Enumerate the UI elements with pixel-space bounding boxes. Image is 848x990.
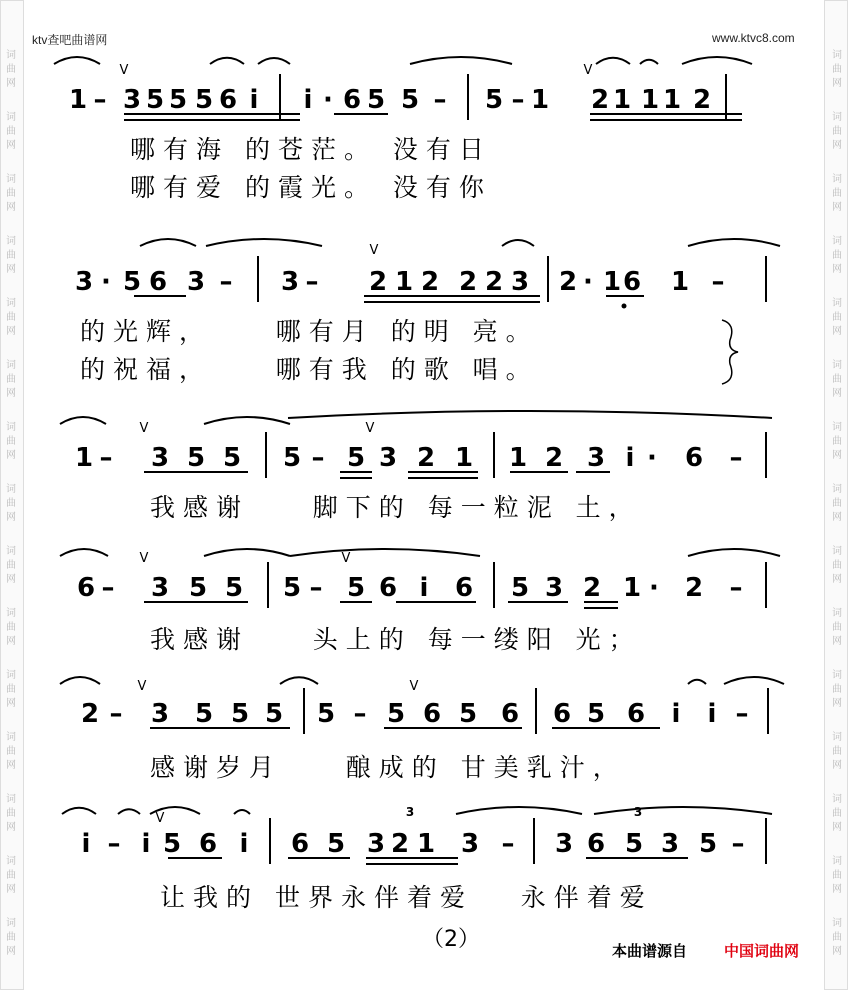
note: 1 (416, 829, 436, 859)
source-label: 本曲谱源自 (612, 942, 688, 960)
dash-note: – (99, 443, 113, 473)
watermark-char: 曲 (6, 932, 16, 943)
slur-arc (688, 239, 780, 246)
dash-note: – (101, 573, 115, 603)
note: 5 (458, 699, 478, 729)
note: 6 (454, 573, 474, 603)
slur-arc (62, 808, 96, 814)
slur-arc (210, 58, 244, 64)
lyric-line-2b: 的祝福， 哪有我 的歌 唱。 (80, 355, 539, 384)
note: 5 (484, 85, 504, 115)
watermark-char: 网 (832, 78, 842, 89)
note: 5 (145, 85, 165, 115)
slur-arc (456, 807, 582, 814)
slur-arc (204, 549, 290, 556)
breath-mark: V (155, 811, 165, 826)
triplet-mark: 3 (405, 805, 415, 819)
dash-note: – (311, 443, 325, 473)
note: 1 (640, 85, 660, 115)
slur-arc (258, 58, 290, 64)
note: 1 (670, 267, 690, 297)
note: 2 (590, 85, 610, 115)
watermark-char: 网 (832, 450, 842, 461)
lyric-line-1a: 哪有海 的苍茫。 没有日 (130, 135, 492, 164)
watermark-char: 网 (6, 140, 16, 151)
note: 5 (162, 829, 182, 859)
breath-mark: V (137, 679, 147, 694)
breath-mark: V (119, 63, 129, 78)
note: i (303, 85, 313, 115)
dot-note: · (583, 267, 593, 297)
note: 6 (342, 85, 362, 115)
watermark-char: 曲 (832, 312, 842, 323)
note: 2 (558, 267, 578, 297)
note: 6 (148, 267, 168, 297)
note: 5 (222, 443, 242, 473)
watermark-char: 词 (832, 794, 842, 805)
note: i (239, 829, 249, 859)
dash-note: – (309, 573, 323, 603)
note: i (249, 85, 259, 115)
watermark-char: 曲 (6, 374, 16, 385)
note: 3 (460, 829, 480, 859)
watermark-char: 曲 (6, 312, 16, 323)
slur-arc (206, 239, 322, 246)
note: 6 (586, 829, 606, 859)
lyric-line-4: 我感谢 头上的 每一缕阳 光； (150, 625, 642, 654)
watermark-char: 曲 (6, 560, 16, 571)
watermark-char: 词 (6, 918, 16, 929)
note: 3 (378, 443, 398, 473)
note: i (625, 443, 635, 473)
watermark-char: 网 (6, 512, 16, 523)
note: 5 (346, 573, 366, 603)
dash-note: – (511, 85, 525, 115)
watermark-char: 曲 (6, 870, 16, 881)
note: 6 (422, 699, 442, 729)
watermark-char: 网 (6, 326, 16, 337)
note: 2 (416, 443, 436, 473)
watermark-char: 词 (832, 360, 842, 371)
watermark-char: 词 (6, 236, 16, 247)
watermark-char: 词 (6, 670, 16, 681)
note: 5 (326, 829, 346, 859)
dash-note: – (93, 85, 107, 115)
breath-mark: V (139, 551, 149, 566)
note: 3 (660, 829, 680, 859)
slur-arc (724, 677, 784, 684)
slur-arc (688, 680, 706, 684)
watermark-char: 词 (832, 918, 842, 929)
note: 1 (68, 85, 88, 115)
watermark-char: 词 (832, 174, 842, 185)
note: 5 (230, 699, 250, 729)
slur-arc (60, 677, 100, 684)
note: 6 (76, 573, 96, 603)
watermark-char: 网 (832, 636, 842, 647)
breath-mark: V (365, 421, 375, 436)
slur-arc (234, 810, 250, 814)
watermark-char: 网 (6, 884, 16, 895)
breath-mark: V (583, 63, 593, 78)
watermark-char: 网 (832, 140, 842, 151)
dash-note: – (735, 699, 749, 729)
watermark-char: 词 (6, 112, 16, 123)
note: 1 (74, 443, 94, 473)
note: 3 (280, 267, 300, 297)
triplet-mark: 3 (633, 805, 643, 819)
note: 5 (346, 443, 366, 473)
watermark-char: 网 (832, 884, 842, 895)
slur-arc (140, 239, 196, 246)
dash-note: – (305, 267, 319, 297)
note: 5 (264, 699, 284, 729)
note: 3 (122, 85, 142, 115)
slur-arc (410, 57, 512, 64)
watermark-char: 曲 (832, 808, 842, 819)
watermark-char: 曲 (832, 870, 842, 881)
breath-mark: V (341, 551, 351, 566)
watermark-char: 词 (832, 732, 842, 743)
watermark-char: 网 (6, 698, 16, 709)
watermark-char: 词 (6, 856, 16, 867)
watermark-char: 网 (6, 760, 16, 771)
note: 5 (400, 85, 420, 115)
watermark-char: 词 (6, 732, 16, 743)
lyric-line-6: 让我的 世界永伴着爱 永伴着爱 (160, 883, 653, 912)
watermark-char: 词 (6, 484, 16, 495)
note: 3 (150, 573, 170, 603)
note: 5 (366, 85, 386, 115)
watermark-char: 曲 (6, 126, 16, 137)
note: 2 (458, 267, 478, 297)
watermark-char: 网 (6, 78, 16, 89)
note: 1 (508, 443, 528, 473)
watermark-char: 网 (832, 946, 842, 957)
breath-mark: V (139, 421, 149, 436)
note: 3 (586, 443, 606, 473)
slur-arc (594, 807, 772, 814)
note: 2 (684, 573, 704, 603)
dash-note: – (731, 829, 745, 859)
dash-note: – (353, 699, 367, 729)
dash-note: – (433, 85, 447, 115)
watermark-char: 网 (6, 822, 16, 833)
dash-note: – (729, 443, 743, 473)
dash-note: – (107, 829, 121, 859)
watermark-char: 曲 (832, 436, 842, 447)
watermark-char: 曲 (832, 374, 842, 385)
watermark-char: 词 (6, 546, 16, 557)
note: 5 (188, 573, 208, 603)
watermark-char: 曲 (6, 436, 16, 447)
note: i (419, 573, 429, 603)
slur-arc (54, 57, 100, 64)
watermark-char: 曲 (6, 746, 16, 757)
watermark-char: 曲 (832, 560, 842, 571)
note: i (141, 829, 151, 859)
note: 2 (80, 699, 100, 729)
note: 5 (122, 267, 142, 297)
note: i (671, 699, 681, 729)
watermark-char: 词 (6, 174, 16, 185)
dot-note: · (101, 267, 111, 297)
note: 5 (282, 443, 302, 473)
dash-note: – (109, 699, 123, 729)
note: 1 (662, 85, 682, 115)
watermark-char: 词 (832, 50, 842, 61)
note: 3 (150, 699, 170, 729)
slur-arc (280, 677, 318, 684)
note: i (707, 699, 717, 729)
note: 1 (602, 267, 622, 297)
slur-arc (688, 549, 780, 556)
watermark-char: 曲 (6, 498, 16, 509)
header-site-left[interactable]: ktv查吧曲谱网 (32, 33, 108, 47)
watermark-char: 词 (6, 298, 16, 309)
watermark-char: 网 (832, 264, 842, 275)
watermark-char: 曲 (832, 188, 842, 199)
slur-arc (290, 549, 480, 556)
note: 1 (394, 267, 414, 297)
note: 5 (168, 85, 188, 115)
note: 6 (500, 699, 520, 729)
note: 6 (626, 699, 646, 729)
watermark-char: 曲 (832, 498, 842, 509)
lyric-line-1b: 哪有爱 的霞光。 没有你 (130, 173, 492, 202)
note: 6 (198, 829, 218, 859)
watermark-char: 网 (832, 822, 842, 833)
watermark-char: 曲 (832, 622, 842, 633)
slur-arc (502, 240, 534, 246)
octave-dot (622, 304, 627, 309)
watermark-char: 曲 (6, 188, 16, 199)
note: 5 (194, 85, 214, 115)
watermark-char: 曲 (832, 126, 842, 137)
watermark-char: 词 (832, 422, 842, 433)
watermark-char: 曲 (6, 684, 16, 695)
watermark-char: 词 (6, 360, 16, 371)
watermark-char: 曲 (6, 64, 16, 75)
watermark-char: 网 (832, 698, 842, 709)
note: 5 (316, 699, 336, 729)
note: 5 (282, 573, 302, 603)
note: 3 (74, 267, 94, 297)
note: 6 (684, 443, 704, 473)
note: 3 (150, 443, 170, 473)
note: 1 (454, 443, 474, 473)
watermark-char: 网 (832, 512, 842, 523)
note: 6 (378, 573, 398, 603)
slur-arc (682, 57, 752, 64)
note: 6 (552, 699, 572, 729)
dash-note: – (501, 829, 515, 859)
note: 2 (390, 829, 410, 859)
slur-arc (204, 417, 290, 424)
note: i (81, 829, 91, 859)
watermark-char: 网 (832, 574, 842, 585)
note: 5 (186, 443, 206, 473)
watermark-char: 曲 (6, 250, 16, 261)
note: 3 (366, 829, 386, 859)
note: 2 (484, 267, 504, 297)
note: 3 (510, 267, 530, 297)
watermark-char: 词 (6, 422, 16, 433)
watermark-char: 词 (832, 298, 842, 309)
header-site-right[interactable]: www.ktvc8.com (712, 31, 795, 45)
note: 6 (290, 829, 310, 859)
slur-arc (596, 58, 630, 64)
watermark-char: 网 (6, 574, 16, 585)
slur-arc (288, 411, 772, 418)
note: 6 (218, 85, 238, 115)
lyric-line-5: 感谢岁月 酿成的 甘美乳汁， (150, 753, 626, 782)
watermark-char: 网 (832, 388, 842, 399)
note: 2 (692, 85, 712, 115)
watermark-char: 网 (832, 202, 842, 213)
watermark-char: 网 (6, 450, 16, 461)
dot-note: · (649, 573, 659, 603)
watermark-char: 网 (6, 946, 16, 957)
note: 3 (544, 573, 564, 603)
watermark-char: 词 (832, 608, 842, 619)
dash-note: – (219, 267, 233, 297)
note: 5 (510, 573, 530, 603)
note: 2 (368, 267, 388, 297)
note: 5 (194, 699, 214, 729)
note: 6 (622, 267, 642, 297)
dot-note: · (647, 443, 657, 473)
note: 2 (582, 573, 602, 603)
slur-arc (60, 417, 106, 424)
watermark-char: 曲 (832, 250, 842, 261)
watermark-char: 网 (832, 760, 842, 771)
watermark-char: 网 (6, 636, 16, 647)
watermark-char: 网 (832, 326, 842, 337)
watermark-char: 曲 (832, 746, 842, 757)
breath-mark: V (409, 679, 419, 694)
watermark-char: 网 (6, 264, 16, 275)
note: 1 (622, 573, 642, 603)
note: 1 (530, 85, 550, 115)
dot-note: · (323, 85, 333, 115)
source-site-link[interactable]: 中国词曲网 (724, 942, 800, 960)
watermark-char: 网 (6, 202, 16, 213)
dash-note: – (711, 267, 725, 297)
lyric-line-3: 我感谢 脚下的 每一粒泥 土， (150, 493, 642, 522)
note: 5 (224, 573, 244, 603)
watermark-char: 曲 (832, 932, 842, 943)
breath-mark: V (369, 243, 379, 258)
slur-arc (60, 549, 108, 556)
watermark-char: 词 (832, 236, 842, 247)
watermark-char: 词 (832, 856, 842, 867)
watermark-char: 曲 (832, 684, 842, 695)
watermark-char: 曲 (6, 622, 16, 633)
note: 2 (420, 267, 440, 297)
note: 5 (624, 829, 644, 859)
watermark-char: 词 (832, 546, 842, 557)
note: 2 (544, 443, 564, 473)
watermark-char: 网 (6, 388, 16, 399)
note: 3 (186, 267, 206, 297)
watermark-char: 词 (832, 112, 842, 123)
watermark-char: 词 (832, 670, 842, 681)
note: 1 (612, 85, 632, 115)
note: 5 (698, 829, 718, 859)
watermark-char: 词 (832, 484, 842, 495)
note: 3 (554, 829, 574, 859)
watermark-char: 曲 (6, 808, 16, 819)
note: 5 (386, 699, 406, 729)
slur-arc (640, 60, 658, 64)
dash-note: – (729, 573, 743, 603)
page-number: （2） (422, 927, 480, 952)
watermark-char: 词 (6, 794, 16, 805)
watermark-char: 曲 (832, 64, 842, 75)
note: 5 (586, 699, 606, 729)
lyric-line-2a: 的光辉， 哪有月 的明 亮。 (80, 317, 539, 346)
slur-arc (118, 809, 140, 814)
repeat-brace (722, 320, 738, 384)
watermark-char: 词 (6, 608, 16, 619)
watermark-char: 词 (6, 50, 16, 61)
